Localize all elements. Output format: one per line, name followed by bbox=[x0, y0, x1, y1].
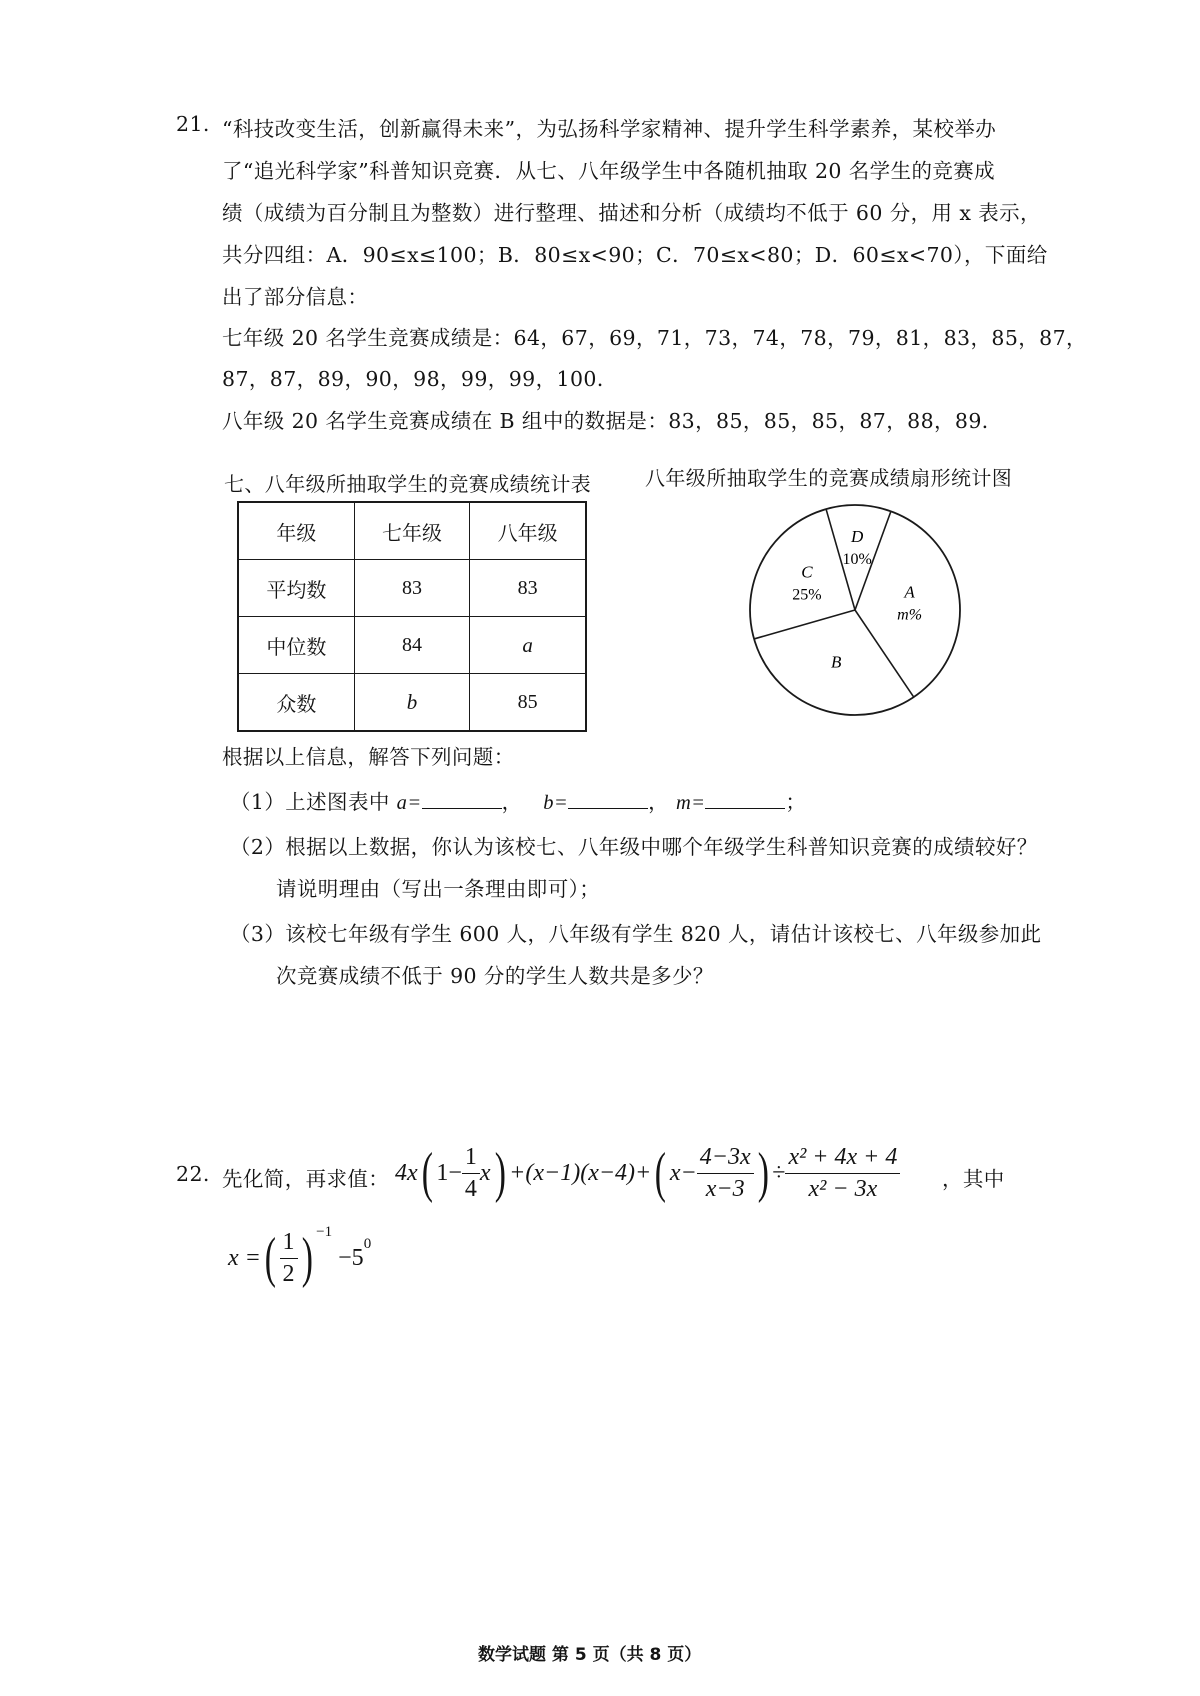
table-header-cell: 八年级 bbox=[470, 502, 586, 560]
given-rest: −5 bbox=[338, 1244, 364, 1271]
table-cell: 83 bbox=[470, 560, 586, 617]
pie-slice-label: B bbox=[830, 652, 842, 672]
questions-intro: 根据以上信息，解答下列问题： bbox=[222, 745, 515, 769]
expr-x: x bbox=[479, 1159, 491, 1186]
expr-x-minus: x− bbox=[669, 1159, 697, 1186]
page-footer: 数学试题 第 5 页（共 8 页） bbox=[478, 1645, 702, 1665]
pie-slice-label: C bbox=[801, 562, 813, 582]
grade7-scores-line-1: 七年级 20 名学生竞赛成绩是：64，67，69，71，73，74，78，79，81，83，85，87， bbox=[222, 326, 1087, 350]
pie-slice-label: D bbox=[851, 527, 864, 547]
fraction-one-quarter: $\frac{1}{4}$ bbox=[462, 1144, 480, 1202]
table-header-cell: 年级 bbox=[238, 502, 354, 560]
fraction-one-half: $\frac{1}{2}$ bbox=[280, 1229, 298, 1287]
pie-slice-boundary bbox=[754, 610, 855, 639]
expr-one-minus: 1− bbox=[436, 1159, 462, 1186]
q22-tail: ，其中 bbox=[942, 1167, 1005, 1191]
sub1-comma: ， bbox=[648, 790, 670, 814]
pie-chart bbox=[740, 495, 970, 725]
q21-line-1: “科技改变生活，创新赢得未来”，为弘扬科学家精神、提升学生科学素养，某校举办 bbox=[222, 117, 997, 141]
given-lhs: x = bbox=[228, 1244, 261, 1271]
sub-question-2-line-2: 请说明理由（写出一条理由即可）； bbox=[276, 877, 601, 901]
q21-line-3: 绩（成绩为百分制且为整数）进行整理、描述和分析（成绩均不低于 60 分，用 x 表示， bbox=[222, 201, 1041, 225]
a-answer-blank[interactable] bbox=[422, 790, 502, 809]
sub-question-3-line-1: （3）该校七年级有学生 600 人，八年级有学生 820 人，请估计该校七、八年级参加此 bbox=[230, 922, 1042, 946]
pie-slice-value-label: 10% bbox=[842, 551, 872, 569]
table-cell: a bbox=[470, 617, 586, 674]
sub1-prefix: （1）上述图表中 bbox=[230, 790, 390, 814]
expr-product: +(x−1)(x−4)+ bbox=[509, 1159, 652, 1186]
q21-line-2: 了“追光科学家”科普知识竞赛．从七、八年级学生中各随机抽取 20 名学生的竞赛成 bbox=[222, 159, 996, 183]
fraction-4-minus-3x: $\frac{4-3x}{x-3}$ bbox=[697, 1144, 754, 1202]
sub1-end: ； bbox=[785, 790, 807, 814]
given-rest-exponent: 0 bbox=[363, 1236, 372, 1252]
q22-given-value bbox=[228, 1218, 371, 1298]
sub-question-1 bbox=[230, 785, 806, 815]
b-label: b= bbox=[543, 792, 569, 814]
left-paren: ( bbox=[264, 1227, 276, 1289]
table-cell: 平均数 bbox=[238, 560, 354, 617]
fraction-polynomial: $\frac{\text{x² + 4x + 4}}{\text{x² − 3x}}$ bbox=[785, 1144, 900, 1202]
table-cell: 84 bbox=[354, 617, 469, 674]
sub-question-3-line-2: 次竞赛成绩不低于 90 分的学生人数共是多少？ bbox=[276, 964, 714, 988]
q21-line-5: 出了部分信息： bbox=[222, 285, 369, 309]
table-row bbox=[238, 674, 586, 732]
right-paren: ) bbox=[494, 1142, 506, 1204]
chart-caption: 八年级所抽取学生的竞赛成绩扇形统计图 bbox=[645, 466, 1013, 490]
expr-divide: ÷ bbox=[772, 1159, 786, 1186]
pie-slice-value-label: m% bbox=[897, 606, 923, 624]
table-cell: 85 bbox=[470, 674, 586, 732]
left-paren: ( bbox=[421, 1142, 433, 1204]
grade7-scores-line-2: 87，87，89，90，98，99，99，100． bbox=[222, 367, 618, 391]
left-paren: ( bbox=[654, 1142, 667, 1204]
table-cell: 83 bbox=[354, 560, 469, 617]
table-cell: b bbox=[354, 674, 469, 732]
table-header-row bbox=[238, 502, 586, 560]
q21-number: 21. bbox=[176, 112, 210, 136]
q22-number: 22. bbox=[176, 1162, 210, 1186]
right-paren: ) bbox=[757, 1142, 769, 1204]
a-label: a= bbox=[396, 792, 422, 814]
table-cell: 中位数 bbox=[238, 617, 354, 674]
m-label: m= bbox=[675, 792, 706, 814]
sub-question-2-line-1: （2）根据以上数据，你认为该校七、八年级中哪个年级学生科普知识竞赛的成绩较好？ bbox=[230, 835, 1038, 859]
table-row bbox=[238, 617, 586, 674]
expr-coef: 4x bbox=[395, 1159, 418, 1186]
q21-line-4: 共分四组：A．90≤x≤100；B．80≤x<90；C．70≤x<80；D．60≤x<70），下面给 bbox=[222, 243, 1048, 267]
grade8-b-group-line: 八年级 20 名学生竞赛成绩在 B 组中的数据是：83，85，85，85，87，88，89． bbox=[222, 409, 1003, 433]
stats-table bbox=[237, 501, 587, 732]
sub1-comma: ， bbox=[501, 790, 523, 814]
q22-expression bbox=[395, 1133, 900, 1213]
pie-slice-label: A bbox=[904, 582, 915, 602]
table-row bbox=[238, 560, 586, 617]
table-cell: 众数 bbox=[238, 674, 354, 732]
m-answer-blank[interactable] bbox=[705, 790, 785, 809]
table-caption: 七、八年级所抽取学生的竞赛成绩统计表 bbox=[224, 472, 592, 496]
b-answer-blank[interactable] bbox=[568, 790, 648, 809]
table-header-cell: 七年级 bbox=[354, 502, 469, 560]
given-exponent: −1 bbox=[316, 1224, 333, 1240]
pie-slice-value-label: 25% bbox=[792, 586, 822, 604]
q22-intro: 先化简，再求值： bbox=[222, 1167, 390, 1191]
right-paren: ) bbox=[301, 1227, 313, 1289]
